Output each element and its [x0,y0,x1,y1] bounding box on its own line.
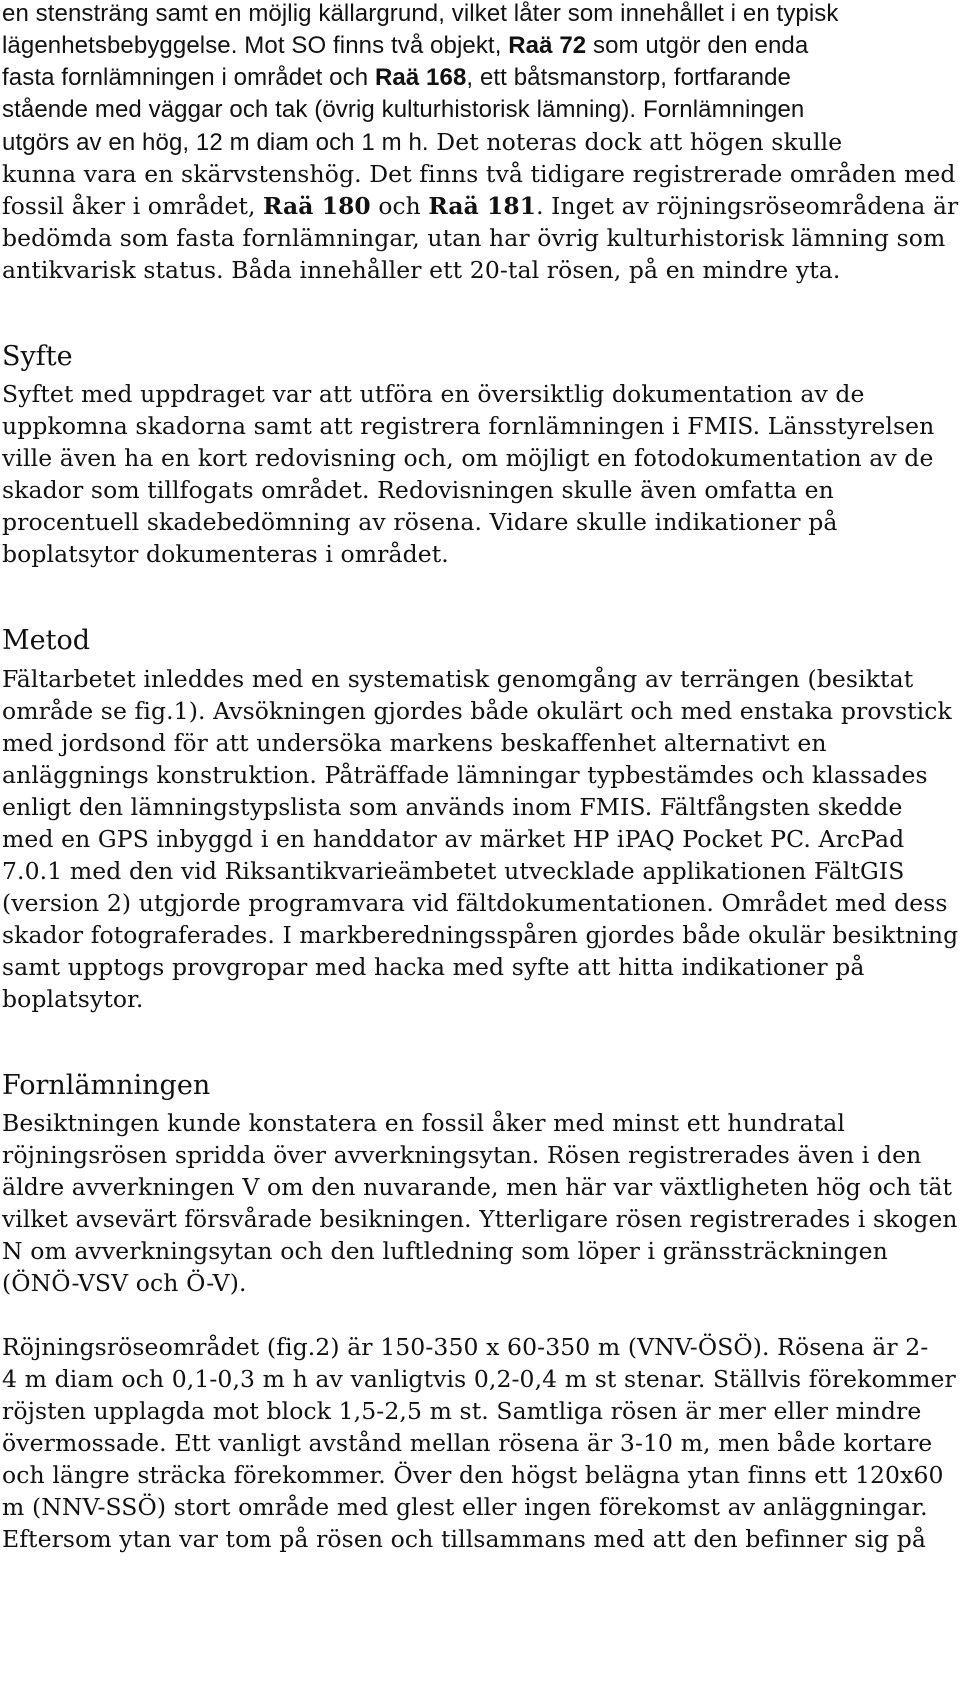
intro-line-4: stående med väggar och tak (övrig kulturhistorisk lämning). Fornlämningen [2,96,805,123]
metod-line: med en GPS inbyggd i en handdator av märket HP iPAQ Pocket PC. ArcPad [2,825,905,853]
syfte-line: Syftet med uppdraget var att utföra en översiktlig dokumentation av de [2,380,865,408]
intro-line-5: utgörs av en hög, 12 m diam och 1 m h. Det noteras dock att högen skulle [2,128,843,156]
intro-line-2: lägenhetsbebyggelse. Mot SO finns två objekt, Raä 72 som utgör den enda [2,32,809,59]
fornlamningen-line: röjningsrösen spridda över avverkningsytan. Rösen registrerades även i den [2,1141,922,1169]
metod-line: boplatsytor. [2,985,144,1013]
fornlamningen-line: Röjningsröseområdet (fig.2) är 150-350 x 60-350 m (VNV-ÖSÖ). Rösena är 2- [2,1333,929,1361]
syfte-line: uppkomna skadorna samt att registrera fornlämningen i FMIS. Länsstyrelsen [2,412,935,440]
raa-181-ref: Raä 181 [428,192,537,220]
intro-line-3: fasta fornlämningen i området och Raä 168, ett båtsmanstorp, fortfarande [2,64,792,91]
raa-72-ref: Raä 72 [508,32,587,59]
metod-line: Fältarbetet inleddes med en systematisk genomgång av terrängen (besiktat [2,665,914,693]
fornlamningen-line: N om avverkningsytan och den luftledning som löper i gränssträckningen [2,1237,888,1265]
section-heading-syfte: Syfte [2,341,73,372]
intro-line-7: fossil åker i området, Raä 180 och Raä 181. Inget av röjningsröseområdena är [2,192,959,220]
raa-168-ref: Raä 168 [374,64,467,91]
section-heading-metod: Metod [2,625,91,656]
intro-line-9: antikvarisk status. Båda innehåller ett 20-tal rösen, på en mindre yta. [2,256,841,284]
fornlamningen-line: och längre sträcka förekommer. Över den högst belägna ytan finns ett 120x60 [2,1461,944,1489]
metod-line: anläggnings konstruktion. Påträffade lämningar typbestämdes och klassades [2,761,928,789]
section-heading-fornlamningen: Fornlämningen [2,1070,211,1101]
raa-180-ref: Raä 180 [262,192,371,220]
syfte-line: boplatsytor dokumenteras i området. [2,540,449,568]
metod-line: skador fotograferades. I markberedningsspåren gjordes både okulär besiktning [2,921,959,949]
fornlamningen-line: m (NNV-SSÖ) stort område med glest eller ingen förekomst av anläggningar. [2,1493,928,1521]
intro-line-1: en stensträng samt en möjlig källargrund, vilket låter som innehållet i en typisk [2,0,839,27]
syfte-line: skador som tillfogats området. Redovisningen skulle även omfatta en [2,476,834,504]
metod-line: område se fig.1). Avsökningen gjordes både okulärt och med enstaka provstick [2,697,952,725]
metod-line: (version 2) utgjorde programvara vid fältdokumentationen. Området med dess [2,889,948,917]
metod-line: enligt den lämningstypslista som används inom FMIS. Fältfångsten skedde [2,793,903,821]
intro-line-6: kunna vara en skärvstenshög. Det finns två tidigare registrerade områden med [2,160,956,188]
intro-line-8: bedömda som fasta fornlämningar, utan har övrig kulturhistorisk lämning som [2,224,946,252]
fornlamningen-line: äldre avverkningen V om den nuvarande, men här var växtligheten hög och tät [2,1173,952,1201]
fornlamningen-line: övermossade. Ett vanligt avstånd mellan rösena är 3-10 m, men både kortare [2,1429,933,1457]
syfte-line: procentuell skadebedömning av rösena. Vidare skulle indikationer på [2,508,838,536]
fornlamningen-line: Eftersom ytan var tom på rösen och tillsammans med att den befinner sig på [2,1525,926,1553]
fornlamningen-line: vilket avsevärt försvårade besikningen. Ytterligare rösen registrerades i skogen [2,1205,958,1233]
fornlamningen-line: Besiktningen kunde konstatera en fossil åker med minst ett hundratal [2,1109,845,1137]
metod-line: samt upptogs provgropar med hacka med syfte att hitta indikationer på [2,953,865,981]
fornlamningen-line: (ÖNÖ-VSV och Ö-V). [2,1269,247,1297]
fornlamningen-line: 4 m diam och 0,1-0,3 m h av vanligtvis 0,2-0,4 m st stenar. Ställvis förekommer [2,1365,956,1393]
metod-line: med jordsond för att undersöka markens beskaffenhet alternativt en [2,729,827,757]
fornlamningen-line: röjsten upplagda mot block 1,5-2,5 m st. Samtliga rösen är mer eller mindre [2,1397,922,1425]
syfte-line: ville även ha en kort redovisning och, om möjligt en fotodokumentation av de [2,444,934,472]
metod-line: 7.0.1 med den vid Riksantikvarieämbetet utvecklade applikationen FältGIS [2,857,905,885]
